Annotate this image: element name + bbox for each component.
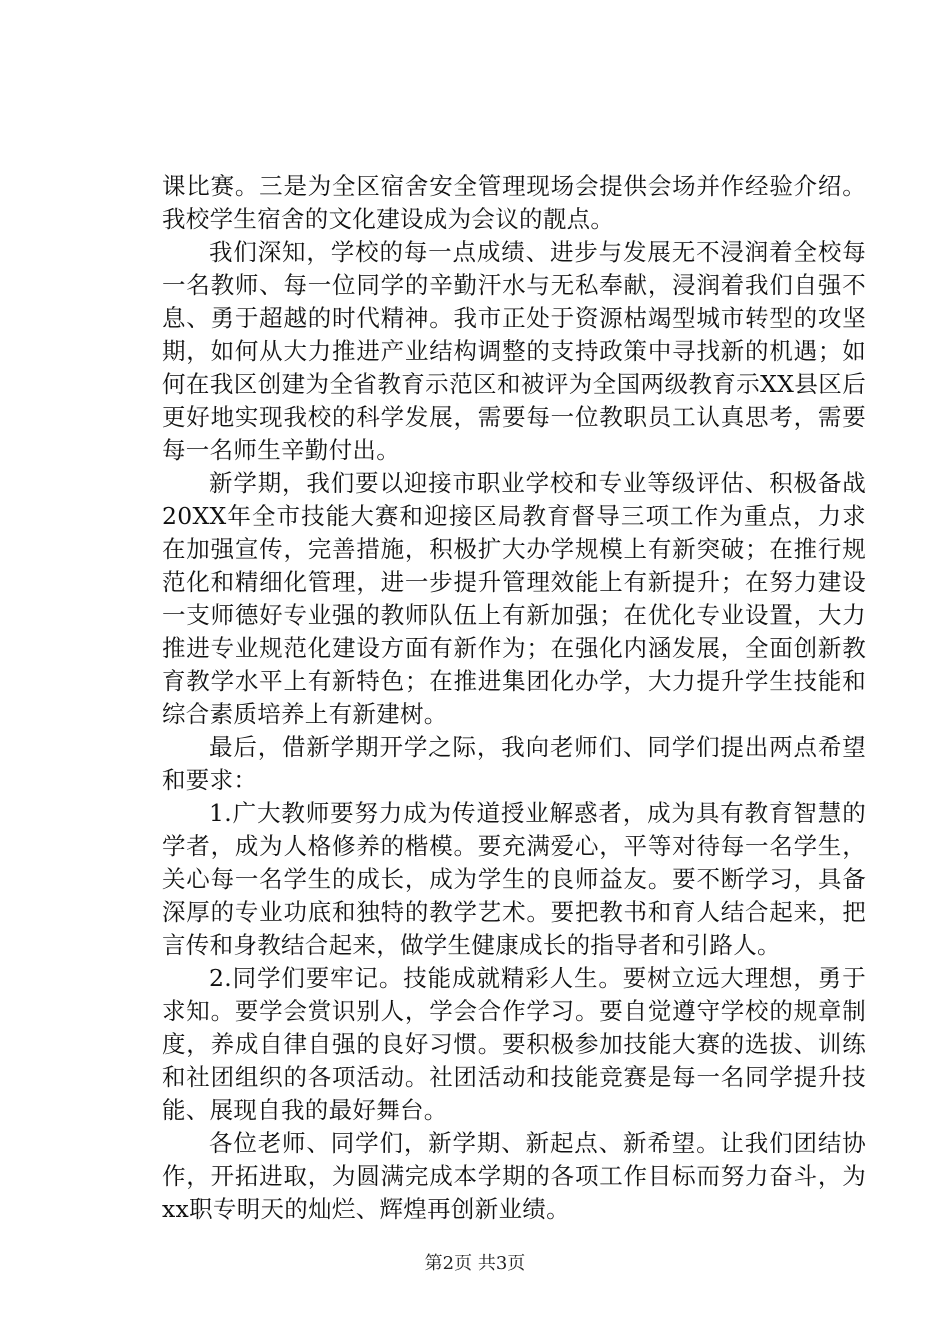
page-number-footer: 第2页 共3页 xyxy=(424,1253,526,1274)
paragraph-4: 最后，借新学期开学之际，我向老师们、同学们提出两点希望和要求： xyxy=(162,733,866,794)
paragraph-3: 新学期，我们要以迎接市职业学校和专业等级评估、积极备战20XX年全市技能大赛和迎接区局教育督导三项工作为重点，力求在加强宣传，完善措施，积极扩大办学规模上有新突破；在推行规范化和精细化管理，进一步提升管理效能上有新提升；在努力建设一支师德好专业强的教师队伍上有新加强；在优化专业设置，大力推进专业规范化建设方面有新作为；在强化内涵发展，全面创新教育教学水平上有新特色；在推进集团化办学，大力提升学生技能和综合素质培养上有新建树。 xyxy=(162,469,866,728)
paragraph-6: 2.同学们要牢记。技能成就精彩人生。要树立远大理想，勇于求知。要学会赏识别人，学会合作学习。要自觉遵守学校的规章制度，养成自律自强的良好习惯。要积极参加技能大赛的选拔、训练和社团组织的各项活动。社团活动和技能竞赛是每一名同学提升技能、展现自我的最好舞台。 xyxy=(162,964,866,1124)
paragraph-7: 各位老师、同学们，新学期、新起点、新希望。让我们团结协作，开拓进取，为圆满完成本学期的各项工作目标而努力奋斗，为xx职专明天的灿烂、辉煌再创新业绩。 xyxy=(162,1129,866,1223)
paragraph-2: 我们深知，学校的每一点成绩、进步与发展无不浸润着全校每一名教师、每一位同学的辛勤汗水与无私奉献，浸润着我们自强不息、勇于超越的时代精神。我市正处于资源枯竭型城市转型的攻坚期，如何从大力推进产业结构调整的支持政策中寻找新的机遇；如何在我区创建为全省教育示范区和被评为全国两级教育示XX县区后更好地实现我校的科学发展，需要每一位教职员工认真思考，需要每一名师生辛勤付出。 xyxy=(162,238,866,464)
paragraph-5: 1.广大教师要努力成为传道授业解惑者，成为具有教育智慧的学者，成为人格修养的楷模。要充满爱心，平等对待每一名学生，关心每一名学生的成长，成为学生的良师益友。要不断学习，具备深厚的专业功底和独特的教学艺术。要把教书和育人结合起来，把言传和身教结合起来，做学生健康成长的指导者和引路人。 xyxy=(162,799,866,959)
paragraph-1: 课比赛。三是为全区宿舍安全管理现场会提供会场并作经验介绍。我校学生宿舍的文化建设成为会议的靓点。 xyxy=(162,172,866,233)
document-body xyxy=(162,170,866,1226)
